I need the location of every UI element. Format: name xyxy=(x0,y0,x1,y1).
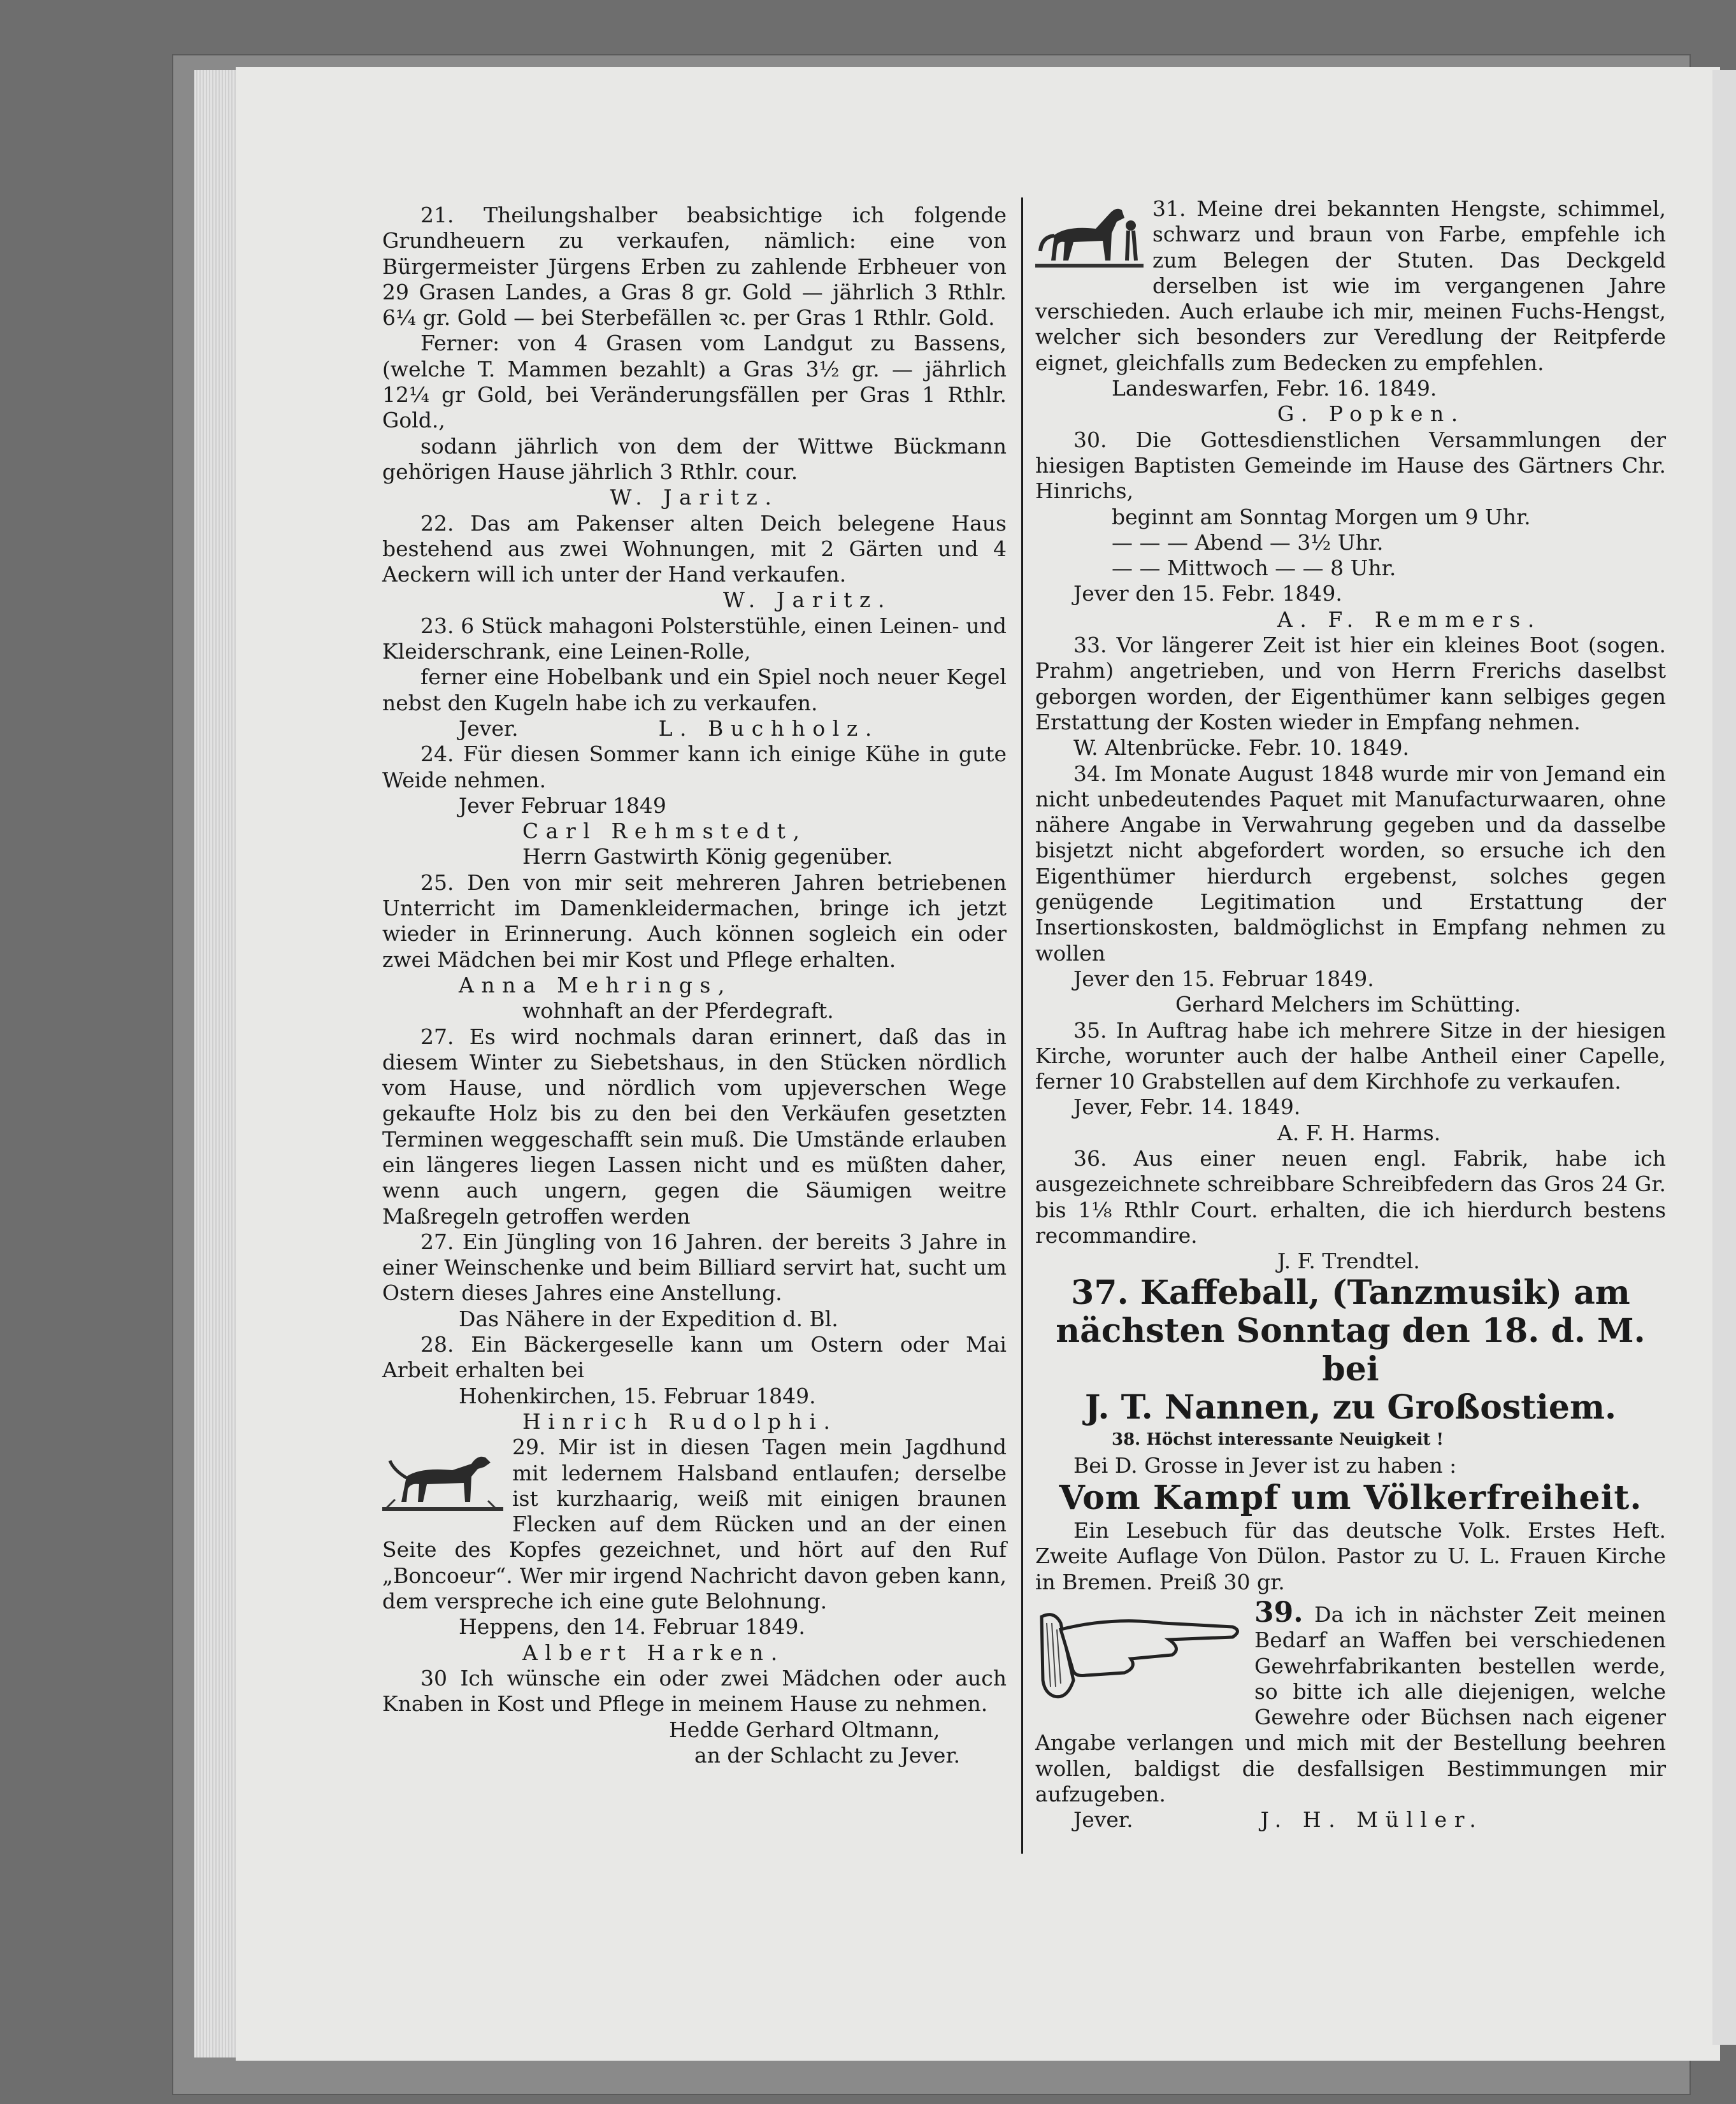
ad-39 xyxy=(1035,1596,1666,1833)
ad-23-text-2: ferner eine Hobelbank und ein Spiel noch neuer Kegel nebst den Kugeln habe ich zu verkaufen. xyxy=(382,664,1007,715)
ad-34-date: Jever den 15. Februar 1849. xyxy=(1073,966,1374,991)
ad-25-signature-2: wohnhaft an der Pferdegraft. xyxy=(522,998,834,1024)
ad-21-text-2: Ferner: von 4 Grasen vom Landgut zu Bassens, (welche T. Mammen bezahlt) a Gras 3½ gr. — jährlich 12¼ gr Gold, bei Veränderungsfällen per Gras 1 Rthlr. Gold., xyxy=(382,331,1007,433)
ad-37 xyxy=(1035,1274,1666,1427)
ad-21-signature: W. Jaritz. xyxy=(610,485,779,510)
ad-24-date: Jever Februar 1849 xyxy=(459,792,666,818)
ad-24-signature: Carl Rehmstedt, xyxy=(522,819,807,844)
ad-39-body: Da ich in nächster Zeit meinen Bedarf an Waffen bei verschiedenen Gewehrfabrikanten bestellen werde, so bitte ich alle diejenigen, welche Gewehre oder Büchsen nach eigener Angabe verlangen und mich mit der Bestellung beehren wollen, baldigst die desfallsigen Bestimmungen mir aufzugeben. xyxy=(1035,1601,1666,1807)
ad-38-heading: 38. Höchst interessante Neuigkeit ! xyxy=(1112,1430,1444,1450)
ad-37-line-3: J. T. Nannen, zu Großostiem. xyxy=(1084,1388,1617,1428)
column-divider xyxy=(1021,197,1023,1854)
ad-34-signature: Gerhard Melchers im Schütting. xyxy=(1175,992,1521,1017)
ad-35 xyxy=(1035,1018,1666,1146)
ad-38 xyxy=(1035,1427,1666,1594)
ad-28 xyxy=(382,1332,1007,1435)
ad-30-text: 30 Ich wünsche ein oder zwei Mädchen oder auch Knaben in Kost und Pflege in meinem Hause zu nehmen. xyxy=(382,1665,1007,1717)
ad-30b-signature: A. F. Remmers. xyxy=(1277,606,1542,632)
ad-28-signature: Hinrich Rudolphi. xyxy=(522,1408,838,1434)
ad-29-date: Heppens, den 14. Februar 1849. xyxy=(459,1614,805,1640)
dog-icon xyxy=(382,1438,503,1524)
ad-35-signature: A. F. H. Harms. xyxy=(1277,1120,1441,1145)
ad-37-line-2: nächsten Sonntag den 18. d. M. bei xyxy=(1056,1312,1646,1389)
ad-38-book-title: Vom Kampf um Völkerfreiheit. xyxy=(1059,1478,1642,1518)
ad-30 xyxy=(382,1666,1007,1768)
ad-29 xyxy=(382,1435,1007,1666)
ad-21-text: 21. Theilungshalber beabsichtige ich folgende Grundheuern zu verkaufen, nämlich: eine von Bürgermeister Jürgens Erben zu zahlende Erbheuer von 29 Grasen Landes, a Gras 8 gr. Gold — jährlich 3 Rthlr. 6¼ gr. Gold — bei Sterbefällen ꝛc. per Gras 1 Rthlr. Gold. xyxy=(382,203,1007,331)
ad-28-date: Hohenkirchen, 15. Februar 1849. xyxy=(459,1383,816,1408)
ad-35-text: 35. In Auftrag habe ich mehrere Sitze in der hiesigen Kirche, worunter auch der halbe Antheil einer Capelle, ferner 10 Grabstellen auf dem Kirchhofe zu verkaufen. xyxy=(1035,1017,1666,1094)
ad-21-text-3: sodann jährlich von dem der Wittwe Bückmann gehörigen Hause jährlich 3 Rthlr. cour. xyxy=(382,433,1007,484)
ad-24 xyxy=(382,741,1007,870)
ad-21 xyxy=(382,203,1007,511)
ad-39-place: Jever. xyxy=(1073,1807,1133,1833)
ad-22-text: 22. Das am Pakenser alten Deich belegene Haus bestehend aus zwei Wohnungen, mit 2 Gärten und 4 Aeckern will ich unter der Hand verkaufen. xyxy=(382,510,1007,587)
ad-27b-text: 27. Ein Jüngling von 16 Jahren. der bereits 3 Jahre in einer Weinschenke und beim Billiard servirt hat, sucht um Ostern dieses Jahres eine Anstellung. xyxy=(382,1229,1007,1306)
right-column xyxy=(1035,196,1666,1833)
ad-37-line-1: 37. Kaffeball, (Tanzmusik) am xyxy=(1071,1273,1630,1313)
ad-36 xyxy=(1035,1146,1666,1274)
ad-30b-date: Jever den 15. Febr. 1849. xyxy=(1073,581,1342,606)
horse-icon xyxy=(1035,200,1144,279)
left-column xyxy=(382,203,1007,1768)
pointing-hand-icon xyxy=(1035,1604,1245,1712)
ad-34 xyxy=(1035,761,1666,1018)
ad-25 xyxy=(382,870,1007,1024)
ad-35-date: Jever, Febr. 14. 1849. xyxy=(1073,1094,1301,1120)
ad-30b-text: 30. Die Gottesdienstlichen Versammlungen der hiesigen Baptisten Gemeinde im Hause des Gärtners Chr. Hinrichs, xyxy=(1035,427,1666,504)
ad-23 xyxy=(382,613,1007,741)
ad-24-signature-2: Herrn Gastwirth König gegenüber. xyxy=(522,844,893,870)
ad-39-signature: J. H. Müller. xyxy=(1260,1807,1484,1833)
ad-30-signature: Hedde Gerhard Oltmann, xyxy=(669,1717,940,1742)
ad-23-signature: L. Buchholz. xyxy=(658,715,879,741)
ad-30-signature-2: an der Schlacht zu Jever. xyxy=(694,1742,961,1768)
ad-22 xyxy=(382,511,1007,613)
ad-38-text-2: Ein Lesebuch für das deutsche Volk. Erstes Heft. Zweite Auflage Von Dülon. Pastor zu U. L. Frauen Kirche in Bremen. Preiß 30 gr. xyxy=(1035,1518,1666,1594)
ad-23-footer xyxy=(382,716,1007,741)
ad-25-text: 25. Den von mir seit mehreren Jahren betriebenen Unterricht im Damenkleidermachen, bringe ich jetzt wieder in Erinnerung. Auch können sogleich ein oder zwei Mädchen bei mir Kost und Pflege erhalten. xyxy=(382,870,1007,972)
ad-31-date: Landeswarfen, Febr. 16. 1849. xyxy=(1112,376,1437,401)
ad-34-text: 34. Im Monate August 1848 wurde mir von Jemand ein nicht unbedeutendes Paquet mit Manufacturwaaren, ohne nähere Angabe in Verwahrung gegeben und da dasselbe bisjetzt nicht abgefordert worden, so ersuche ich den Eigenthümer hierdurch ergebenst, solches gegen genügende Legitimation und Erstattung der Insertionskosten, baldmöglichst in Empfang nehmen zu wollen xyxy=(1035,761,1666,966)
ad-27a xyxy=(382,1024,1007,1229)
ad-23-text: 23. 6 Stück mahagoni Polsterstühle, einen Leinen- und Kleiderschrank, eine Leinen-Rolle, xyxy=(382,613,1007,664)
ad-25-signature: Anna Mehrings, xyxy=(459,972,732,998)
ad-39-number: 39. xyxy=(1254,1596,1303,1629)
ad-27b-text-2: Das Nähere in der Expedition d. Bl. xyxy=(459,1306,838,1331)
ad-27a-text: 27. Es wird nochmals daran erinnert, daß das in diesem Winter zu Siebetshaus, in den Stücken nördlich vom Hause, und nördlich vom upjeverschen Wege gekaufte Holz bis zu den bei den Verkäufen gesetzten Terminen weggeschafft sein muß. Die Umstände erlauben ein längeres liegen Lassen nicht und es müßten daher, wenn auch ungern, gegen die Säumigen weitre Maßregeln getroffen werden xyxy=(382,1024,1007,1229)
ad-29-text: 29. Mir ist in diesen Tagen mein Jagdhund mit ledernem Halsband entlaufen; derselbe ist kurzhaarig, weiß mit einigen braunen Flecken auf dem Rücken und an der einen Seite des Kopfes gezeichnet, und hört auf den Ruf „Boncoeur“. Wer mir irgend Nachricht davon geben kann, dem verspreche ich eine gute Belohnung. xyxy=(382,1435,1007,1614)
ad-36-text: 36. Aus einer neuen engl. Fabrik, habe ich ausgezeichnete schreibbare Schreibfedern das Gros 24 Gr. bis 1⅛ Rthlr Court. erhalten, die ich hierdurch bestens recommandire. xyxy=(1035,1145,1666,1248)
ad-38-text: Bei D. Grosse in Jever ist zu haben : xyxy=(1073,1452,1457,1478)
ad-31-signature: G. Popken. xyxy=(1277,401,1465,427)
ad-22-signature: W. Jaritz. xyxy=(723,587,892,613)
ad-30b-line-3: — — Mittwoch — — 8 Uhr. xyxy=(1112,555,1396,581)
ad-36-signature: J. F. Trendtel. xyxy=(1277,1249,1420,1274)
ad-33-date: W. Altenbrücke. Febr. 10. 1849. xyxy=(1073,735,1410,761)
ad-30b-line-1: beginnt am Sonntag Morgen um 9 Uhr. xyxy=(1112,504,1531,529)
ad-23-place: Jever. xyxy=(459,715,519,741)
ad-31-text: 31. Meine drei bekannten Hengste, schimmel, schwarz und braun von Farbe, empfehle ich zum Belegen der Stuten. Das Deckgeld derselben ist wie im vergangenen Jahre verschieden. Auch erlaube ich mir, meinen Fuchs-Hengst, welcher sich besonders zur Veredlung der Reitpferde eignet, gleichfalls zum Bedecken zu empfehlen. xyxy=(1035,196,1666,375)
next-page-edge xyxy=(1712,70,1736,2045)
ad-33-text: 33. Vor längerer Zeit ist hier ein kleines Boot (sogen. Prahm) angetrieben, und von Herrn Frerichs daselbst geborgen worden, der Eigenthümer kann selbiges gegen Erstattung der Kosten wieder in Empfang nehmen. xyxy=(1035,633,1666,734)
ad-33 xyxy=(1035,633,1666,761)
ad-29-signature: Albert Harken. xyxy=(522,1640,785,1665)
ad-27b xyxy=(382,1229,1007,1332)
ad-30b-line-2: — — — Abend — 3½ Uhr. xyxy=(1112,529,1384,555)
ad-24-text: 24. Für diesen Sommer kann ich einige Kühe in gute Weide nehmen. xyxy=(382,741,1007,792)
page-edges xyxy=(194,70,239,2057)
ad-30b xyxy=(1035,427,1666,633)
ad-39-footer xyxy=(1035,1807,1666,1833)
ad-28-text: 28. Ein Bäckergeselle kann um Ostern oder Mai Arbeit erhalten bei xyxy=(382,1332,1007,1383)
ad-31 xyxy=(1035,196,1666,427)
